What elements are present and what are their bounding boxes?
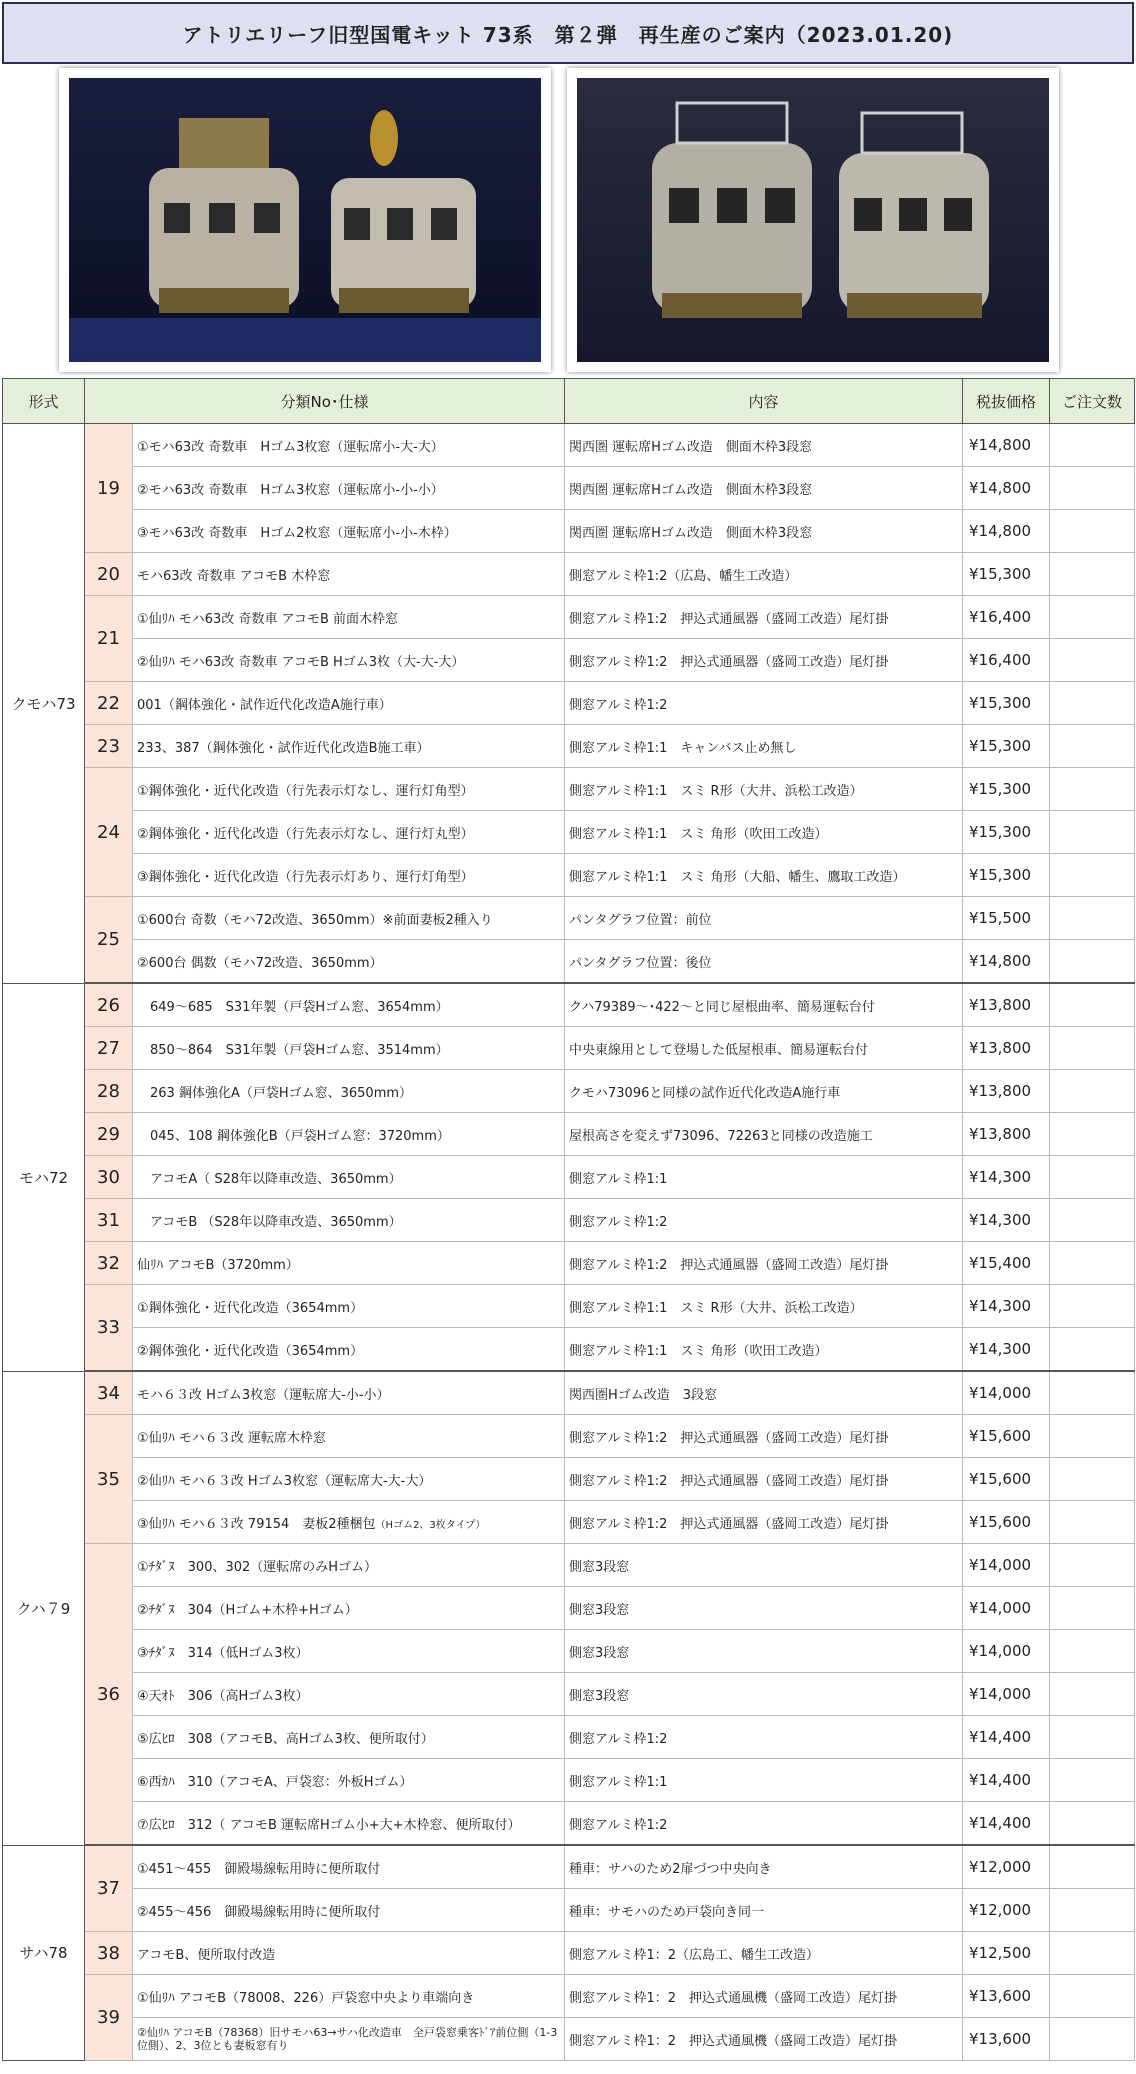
content-cell: 側窓アルミ枠1:2 — [565, 682, 963, 725]
spec-cell — [133, 1802, 565, 1846]
product-number: 19 — [85, 424, 133, 553]
spec-text: 263 鋼体強化A（戸袋Hゴム窓、3650mm） — [137, 1085, 413, 1101]
price-cell: ¥14,300 — [963, 1285, 1050, 1328]
spec-cell — [133, 1544, 565, 1587]
product-number: 22 — [85, 682, 133, 725]
product-number: 20 — [85, 553, 133, 596]
price-cell: ¥14,300 — [963, 1156, 1050, 1199]
content-cell: 関西圏 運転席Hゴム改造 側面木枠3段窓 — [565, 467, 963, 510]
spec-text: ③ﾁﾀﾞﾇ 314（低Hゴム3枚） — [137, 1645, 309, 1661]
table-row — [3, 1199, 1135, 1242]
table-row — [3, 940, 1135, 984]
order-quantity-cell[interactable] — [1050, 1027, 1135, 1070]
price-cell: ¥13,800 — [963, 1113, 1050, 1156]
table-row — [3, 467, 1135, 510]
content-cell: 屋根高さを変えず73096、72263と同様の改造施工 — [565, 1113, 963, 1156]
spec-cell — [133, 510, 565, 553]
order-quantity-cell[interactable] — [1050, 1501, 1135, 1544]
product-table — [2, 378, 1135, 2061]
order-quantity-cell[interactable] — [1050, 1285, 1135, 1328]
spec-cell — [133, 1199, 565, 1242]
price-cell: ¥15,600 — [963, 1501, 1050, 1544]
product-number: 26 — [85, 983, 133, 1027]
spec-text: ②鋼体強化・近代化改造（3654mm） — [137, 1343, 364, 1359]
spec-text: ③鋼体強化・近代化改造（行先表示灯あり、運行灯角型） — [137, 869, 474, 885]
product-number: 38 — [85, 1932, 133, 1975]
order-quantity-cell[interactable] — [1050, 1587, 1135, 1630]
product-number: 31 — [85, 1199, 133, 1242]
table-row — [3, 854, 1135, 897]
price-cell: ¥15,500 — [963, 897, 1050, 940]
order-quantity-cell[interactable] — [1050, 1932, 1135, 1975]
spec-cell — [133, 1630, 565, 1673]
price-cell: ¥15,300 — [963, 553, 1050, 596]
price-cell: ¥13,600 — [963, 1975, 1050, 2018]
table-row — [3, 1759, 1135, 1802]
spec-text: 045、108 鋼体強化B（戸袋Hゴム窓：3720mm） — [137, 1128, 450, 1144]
price-cell: ¥14,800 — [963, 424, 1050, 467]
order-quantity-cell[interactable] — [1050, 1845, 1135, 1889]
content-cell: 側窓アルミ枠1:2 — [565, 1802, 963, 1846]
price-cell: ¥14,000 — [963, 1630, 1050, 1673]
photo-frame-right — [567, 68, 1059, 372]
spec-text: ②仙ﾘﾊ モハ63改 奇数車 アコモB Hゴム3枚（大-大-大） — [137, 654, 465, 670]
order-quantity-cell[interactable] — [1050, 1716, 1135, 1759]
spec-cell — [133, 1285, 565, 1328]
spec-text: アコモA（ S28年以降車改造、3650mm） — [137, 1171, 402, 1187]
spec-text: ⑥西ｶﾊ 310（アコモA、戸袋窓：外板Hゴム） — [137, 1774, 413, 1790]
spec-cell — [133, 553, 565, 596]
order-quantity-cell[interactable] — [1050, 1371, 1135, 1415]
spec-cell — [133, 1673, 565, 1716]
spec-cell — [133, 1371, 565, 1415]
spec-cell — [133, 2018, 565, 2061]
table-row — [3, 682, 1135, 725]
spec-cell — [133, 467, 565, 510]
spec-cell — [133, 1587, 565, 1630]
table-row — [3, 1415, 1135, 1458]
spec-note: ②仙ﾘﾊ アコモB（78368）旧サモハ63→サハ化改造車 全戸袋窓乗客ﾄﾞｱ前位側（1-3位側）、2、3位とも妻板窓有り — [137, 2026, 558, 2052]
table-row — [3, 639, 1135, 682]
order-quantity-cell[interactable] — [1050, 1975, 1135, 2018]
spec-note: （Hゴム2、3枚タイプ） — [375, 1519, 486, 1531]
spec-cell — [133, 1716, 565, 1759]
spec-cell — [133, 1759, 565, 1802]
table-row — [3, 1113, 1135, 1156]
type-cell: クハ７9 — [3, 1371, 85, 1845]
price-cell: ¥13,800 — [963, 1027, 1050, 1070]
content-cell: 側窓アルミ枠1:1 スミ R形（大井、浜松工改造） — [565, 768, 963, 811]
spec-cell — [133, 768, 565, 811]
content-cell: 側窓3段窓 — [565, 1544, 963, 1587]
order-quantity-cell[interactable] — [1050, 1415, 1135, 1458]
spec-cell — [133, 1328, 565, 1372]
price-cell: ¥14,300 — [963, 1328, 1050, 1372]
content-cell: 種車：サハのため2扉づつ中央向き — [565, 1845, 963, 1889]
price-cell: ¥13,800 — [963, 1070, 1050, 1113]
spec-cell — [133, 1458, 565, 1501]
table-row — [3, 2018, 1135, 2061]
header-content: 内容 — [565, 379, 963, 424]
order-quantity-cell[interactable] — [1050, 510, 1135, 553]
table-row — [3, 1070, 1135, 1113]
product-number: 33 — [85, 1285, 133, 1372]
price-cell: ¥15,400 — [963, 1242, 1050, 1285]
table-row — [3, 1630, 1135, 1673]
price-cell: ¥15,600 — [963, 1458, 1050, 1501]
spec-cell — [133, 1415, 565, 1458]
order-quantity-cell[interactable] — [1050, 1759, 1135, 1802]
table-row — [3, 1587, 1135, 1630]
spec-cell — [133, 854, 565, 897]
price-cell: ¥13,600 — [963, 2018, 1050, 2061]
spec-cell — [133, 1889, 565, 1932]
spec-cell — [133, 1070, 565, 1113]
price-cell: ¥15,300 — [963, 811, 1050, 854]
price-cell: ¥13,800 — [963, 983, 1050, 1027]
spec-cell — [133, 1242, 565, 1285]
spec-cell — [133, 639, 565, 682]
content-cell: 側窓アルミ枠1:2（広島、幡生工改造） — [565, 553, 963, 596]
content-cell: 側窓アルミ枠1:2 — [565, 1199, 963, 1242]
product-number: 35 — [85, 1415, 133, 1544]
table-row — [3, 897, 1135, 940]
order-quantity-cell[interactable] — [1050, 467, 1135, 510]
order-quantity-cell[interactable] — [1050, 424, 1135, 467]
price-cell: ¥15,300 — [963, 725, 1050, 768]
spec-cell — [133, 1501, 565, 1544]
content-cell: 中央東線用として登場した低屋根車、簡易運転台付 — [565, 1027, 963, 1070]
content-cell: クハ79389～･422～と同じ屋根曲率、簡易運転台付 — [565, 983, 963, 1027]
spec-text: ①仙ﾘﾊ アコモB（78008、226）戸袋窓中央より車端向き — [137, 1990, 475, 2006]
table-row — [3, 596, 1135, 639]
spec-cell — [133, 424, 565, 467]
header-type: 形式 — [3, 379, 85, 424]
table-row — [3, 1027, 1135, 1070]
order-quantity-cell[interactable] — [1050, 940, 1135, 984]
price-cell: ¥14,800 — [963, 510, 1050, 553]
price-cell: ¥14,800 — [963, 467, 1050, 510]
spec-text: ⑦広ﾋﾛ 312（ アコモB 運転席Hゴム小+大+木枠窓、便所取付） — [137, 1817, 521, 1833]
spec-cell — [133, 983, 565, 1027]
spec-text: ④天ｵﾄ 306（高Hゴム3枚） — [137, 1688, 309, 1704]
content-cell: 側窓アルミ枠1:1 キャンバス止め無し — [565, 725, 963, 768]
table-row — [3, 553, 1135, 596]
spec-cell — [133, 596, 565, 639]
price-cell: ¥14,400 — [963, 1716, 1050, 1759]
order-quantity-cell[interactable] — [1050, 725, 1135, 768]
content-cell: パンタグラフ位置：後位 — [565, 940, 963, 984]
product-number: 28 — [85, 1070, 133, 1113]
spec-cell — [133, 897, 565, 940]
price-cell: ¥14,400 — [963, 1802, 1050, 1846]
spec-text: ①ﾁﾀﾞﾇ 300、302（運転席のみHゴム） — [137, 1559, 378, 1575]
content-cell: 側窓アルミ枠1:2 押込式通風器（盛岡工改造）尾灯掛 — [565, 596, 963, 639]
content-cell: 側窓アルミ枠1:2 押込式通風器（盛岡工改造）尾灯掛 — [565, 1501, 963, 1544]
spec-cell — [133, 725, 565, 768]
spec-cell — [133, 1845, 565, 1889]
content-cell: 側窓アルミ枠1:2 押込式通風器（盛岡工改造）尾灯掛 — [565, 1458, 963, 1501]
spec-cell — [133, 1027, 565, 1070]
content-cell: 側窓アルミ枠1:1 スミ 角形（大船、幡生、鷹取工改造） — [565, 854, 963, 897]
order-quantity-cell[interactable] — [1050, 2018, 1135, 2061]
order-quantity-cell[interactable] — [1050, 1802, 1135, 1846]
price-cell: ¥15,300 — [963, 768, 1050, 811]
price-cell: ¥15,600 — [963, 1415, 1050, 1458]
order-quantity-cell[interactable] — [1050, 1889, 1135, 1932]
header-order: ご注文数 — [1050, 379, 1135, 424]
spec-text: 仙ﾘﾊ アコモB（3720mm） — [137, 1257, 299, 1273]
header-price: 税抜価格 — [963, 379, 1050, 424]
product-number: 29 — [85, 1113, 133, 1156]
table-row — [3, 1371, 1135, 1415]
spec-text: ①451～455 御殿場線転用時に便所取付 — [137, 1861, 381, 1877]
content-cell: 側窓アルミ枠1:2 押込式通風器（盛岡工改造）尾灯掛 — [565, 1415, 963, 1458]
order-quantity-cell[interactable] — [1050, 1242, 1135, 1285]
table-row — [3, 983, 1135, 1027]
order-quantity-cell[interactable] — [1050, 1458, 1135, 1501]
order-quantity-cell[interactable] — [1050, 811, 1135, 854]
product-number: 32 — [85, 1242, 133, 1285]
price-cell: ¥14,000 — [963, 1371, 1050, 1415]
order-quantity-cell[interactable] — [1050, 983, 1135, 1027]
table-row — [3, 725, 1135, 768]
spec-text: ①仙ﾘﾊ モハ６３改 運転席木枠窓 — [137, 1430, 326, 1446]
spec-text: ①モハ63改 奇数車 Hゴム3枚窓（運転席小-大-大） — [137, 439, 444, 455]
content-cell: 側窓アルミ枠1：2（広島工、幡生工改造） — [565, 1932, 963, 1975]
content-cell: 種車：サモハのため戸袋向き同一 — [565, 1889, 963, 1932]
table-row — [3, 424, 1135, 467]
spec-text: ②ﾁﾀﾞﾇ 304（Hゴム+木枠+Hゴム） — [137, 1602, 358, 1618]
price-cell: ¥14,000 — [963, 1587, 1050, 1630]
product-number: 36 — [85, 1544, 133, 1846]
spec-cell — [133, 1113, 565, 1156]
table-row — [3, 1544, 1135, 1587]
product-number: 39 — [85, 1975, 133, 2061]
table-row — [3, 1501, 1135, 1544]
price-cell: ¥14,000 — [963, 1544, 1050, 1587]
header-spec: 分類No･仕様 — [85, 379, 565, 424]
table-row — [3, 1716, 1135, 1759]
spec-text: ①鋼体強化・近代化改造（3654mm） — [137, 1300, 364, 1316]
order-quantity-cell[interactable] — [1050, 1113, 1135, 1156]
table-row — [3, 1328, 1135, 1372]
spec-cell — [133, 811, 565, 854]
table-row — [3, 510, 1135, 553]
spec-text: アコモB （S28年以降車改造、3650mm） — [137, 1214, 402, 1230]
order-quantity-cell[interactable] — [1050, 596, 1135, 639]
price-cell: ¥12,000 — [963, 1845, 1050, 1889]
spec-text: 233、387（鋼体強化・試作近代化改造B施工車） — [137, 740, 430, 756]
price-cell: ¥14,800 — [963, 940, 1050, 984]
order-quantity-cell[interactable] — [1050, 1673, 1135, 1716]
spec-text: モハ63改 奇数車 アコモB 木枠窓 — [137, 568, 331, 584]
content-cell: 関西圏 運転席Hゴム改造 側面木枠3段窓 — [565, 424, 963, 467]
spec-text: ②600台 偶数（モハ72改造、3650mm） — [137, 955, 383, 971]
content-cell: 側窓アルミ枠1：2 押込式通風機（盛岡工改造）尾灯掛 — [565, 2018, 963, 2061]
order-quantity-cell[interactable] — [1050, 1544, 1135, 1587]
content-cell: パンタグラフ位置：前位 — [565, 897, 963, 940]
spec-text: 850～864 S31年製（戸袋Hゴム窓、3514mm） — [137, 1042, 449, 1058]
spec-text: ②455～456 御殿場線転用時に便所取付 — [137, 1904, 381, 1920]
table-row — [3, 768, 1135, 811]
spec-cell — [133, 940, 565, 984]
content-cell: 側窓アルミ枠1:1 スミ R形（大井、浜松工改造） — [565, 1285, 963, 1328]
content-cell: 側窓アルミ枠1:1 スミ 角形（吹田工改造） — [565, 811, 963, 854]
price-cell: ¥12,500 — [963, 1932, 1050, 1975]
content-cell: 側窓3段窓 — [565, 1673, 963, 1716]
table-body — [3, 424, 1135, 2061]
price-cell: ¥14,400 — [963, 1759, 1050, 1802]
spec-text: 649～685 S31年製（戸袋Hゴム窓、3654mm） — [137, 999, 449, 1015]
order-quantity-cell[interactable] — [1050, 1070, 1135, 1113]
order-quantity-cell[interactable] — [1050, 1199, 1135, 1242]
table-row — [3, 1242, 1135, 1285]
spec-text: ⑤広ﾋﾛ 308（アコモB、高Hゴム3枚、便所取付） — [137, 1731, 434, 1747]
order-quantity-cell[interactable] — [1050, 854, 1135, 897]
order-quantity-cell[interactable] — [1050, 553, 1135, 596]
order-quantity-cell[interactable] — [1050, 768, 1135, 811]
front-view-photo-2 — [577, 78, 1049, 362]
order-quantity-cell[interactable] — [1050, 1156, 1135, 1199]
content-cell: クモハ73096と同様の試作近代化改造A施行車 — [565, 1070, 963, 1113]
spec-text: ②モハ63改 奇数車 Hゴム3枚窓（運転席小-小-小） — [137, 482, 444, 498]
order-quantity-cell[interactable] — [1050, 682, 1135, 725]
product-number: 24 — [85, 768, 133, 897]
spec-text: 001（鋼体強化・試作近代化改造A施行車） — [137, 697, 392, 713]
content-cell: 側窓アルミ枠1:2 押込式通風器（盛岡工改造）尾灯掛 — [565, 639, 963, 682]
table-row — [3, 1975, 1135, 2018]
product-number: 30 — [85, 1156, 133, 1199]
type-cell: モハ72 — [3, 983, 85, 1371]
spec-text: ③モハ63改 奇数車 Hゴム2枚窓（運転席小-小-木枠） — [137, 525, 457, 541]
content-cell: 側窓アルミ枠1:2 — [565, 1716, 963, 1759]
spec-cell — [133, 1932, 565, 1975]
table-row — [3, 1458, 1135, 1501]
product-number: 21 — [85, 596, 133, 682]
content-cell: 側窓アルミ枠1:1 — [565, 1156, 963, 1199]
price-cell: ¥15,300 — [963, 682, 1050, 725]
product-number: 37 — [85, 1845, 133, 1932]
spec-cell — [133, 1156, 565, 1199]
photo-frame-left — [59, 68, 551, 372]
price-cell: ¥16,400 — [963, 639, 1050, 682]
table-row — [3, 811, 1135, 854]
product-number: 23 — [85, 725, 133, 768]
page-title: アトリエリーフ旧型国電キット 73系 第２弾 再生産のご案内（2023.01.20) — [2, 2, 1134, 64]
content-cell: 側窓アルミ枠1:1 スミ 角形（吹田工改造） — [565, 1328, 963, 1372]
spec-text: ①600台 奇数（モハ72改造、3650mm）※前面妻板2種入り — [137, 912, 493, 928]
spec-text: ②鋼体強化・近代化改造（行先表示灯なし、運行灯丸型） — [137, 826, 474, 842]
content-cell: 側窓3段窓 — [565, 1587, 963, 1630]
content-cell: 関西圏 運転席Hゴム改造 側面木枠3段窓 — [565, 510, 963, 553]
price-cell: ¥12,000 — [963, 1889, 1050, 1932]
order-quantity-cell[interactable] — [1050, 897, 1135, 940]
product-number: 34 — [85, 1371, 133, 1415]
content-cell: 側窓アルミ枠1：2 押込式通風機（盛岡工改造）尾灯掛 — [565, 1975, 963, 2018]
spec-text: モハ６３改 Hゴム3枚窓（運転席大-小-小） — [137, 1387, 390, 1403]
spec-cell — [133, 1975, 565, 2018]
spec-text: ②仙ﾘﾊ モハ６３改 Hゴム3枚窓（運転席大-大-大） — [137, 1473, 432, 1489]
price-cell: ¥14,000 — [963, 1673, 1050, 1716]
order-quantity-cell[interactable] — [1050, 1630, 1135, 1673]
content-cell: 側窓アルミ枠1:1 — [565, 1759, 963, 1802]
spec-text: ①仙ﾘﾊ モハ63改 奇数車 アコモB 前面木枠窓 — [137, 611, 398, 627]
table-row — [3, 1889, 1135, 1932]
type-cell: サハ78 — [3, 1845, 85, 2061]
content-cell: 関西圏Hゴム改造 3段窓 — [565, 1371, 963, 1415]
content-cell: 側窓3段窓 — [565, 1630, 963, 1673]
table-row — [3, 1156, 1135, 1199]
price-cell: ¥15,300 — [963, 854, 1050, 897]
price-cell: ¥14,300 — [963, 1199, 1050, 1242]
table-row — [3, 1845, 1135, 1889]
table-row — [3, 1673, 1135, 1716]
table-row — [3, 1932, 1135, 1975]
table-row — [3, 1285, 1135, 1328]
front-view-photo-1 — [69, 78, 541, 362]
content-cell: 側窓アルミ枠1:2 押込式通風器（盛岡工改造）尾灯掛 — [565, 1242, 963, 1285]
order-quantity-cell[interactable] — [1050, 639, 1135, 682]
type-cell: クモハ73 — [3, 424, 85, 984]
spec-text: ①鋼体強化・近代化改造（行先表示灯なし、運行灯角型） — [137, 783, 474, 799]
table-row — [3, 1802, 1135, 1846]
spec-text: アコモB、便所取付改造 — [137, 1947, 276, 1963]
price-cell: ¥16,400 — [963, 596, 1050, 639]
product-number: 25 — [85, 897, 133, 984]
order-quantity-cell[interactable] — [1050, 1328, 1135, 1372]
spec-text: ③仙ﾘﾊ モハ６３改 79154 妻板2種梱包 — [137, 1516, 376, 1532]
spec-cell — [133, 682, 565, 725]
product-number: 27 — [85, 1027, 133, 1070]
